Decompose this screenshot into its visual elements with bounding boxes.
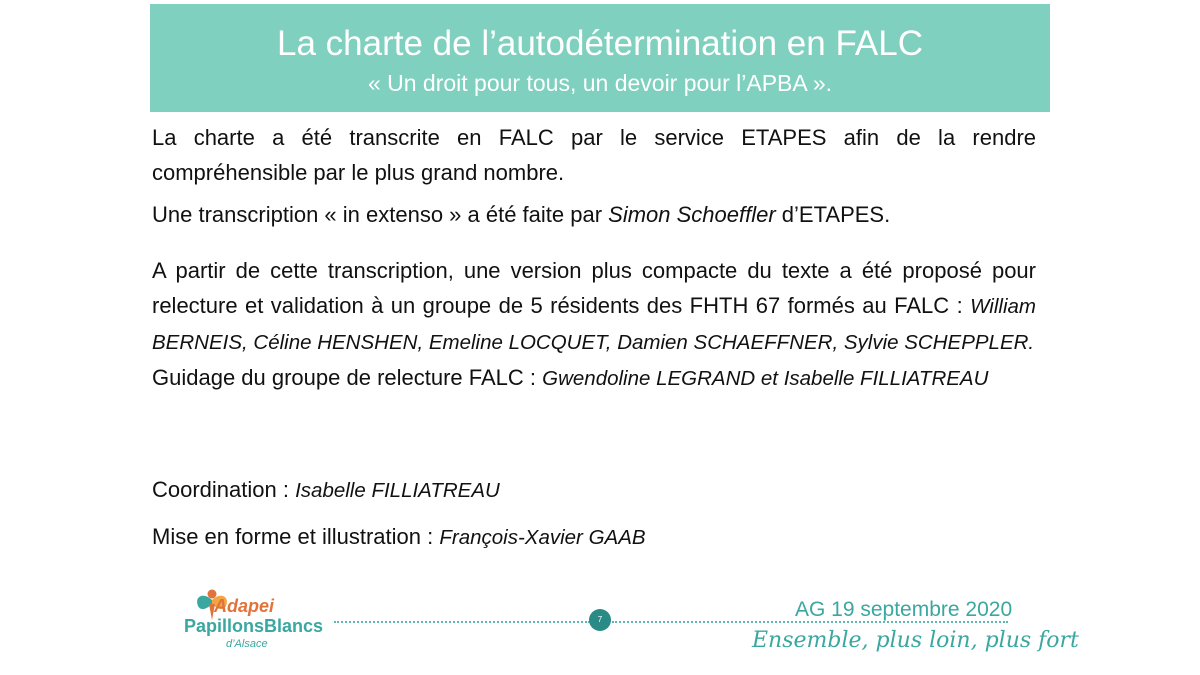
paragraph-3 [152, 253, 1036, 360]
slogan: Ensemble, plus loin, plus fort [752, 628, 1079, 653]
footer-dotted-line-left [334, 621, 590, 623]
p2-after: d’ETAPES. [775, 202, 891, 227]
paragraph-compact-version [152, 253, 1036, 396]
paragraph-1: La charte a été transcrite en FALC par le service ETAPES afin de la rendre compréhensible par le plus grand nombre. [152, 125, 1036, 185]
p3-names: William BERNEIS, Céline HENSHEN, Emeline LOCQUET, Damien SCHAEFFNER, Sylvie SCHEPPLER. [152, 295, 1036, 354]
page-title: La charte de l’autodétermination en FALC [277, 24, 923, 63]
paragraph-2 [152, 197, 1036, 232]
p2-name: Simon Schoeffler [608, 202, 776, 227]
p4-names: Gwendoline LEGRAND et Isabelle FILLIATREAU [542, 367, 989, 390]
logo-line-2: PapillonsBlancs [184, 616, 324, 636]
p4-label: Guidage du groupe de relecture FALC : [152, 365, 543, 390]
p6-label: Mise en forme et illustration : [152, 524, 440, 549]
paragraph-6 [152, 519, 1036, 555]
event-date: AG 19 septembre 2020 [795, 598, 1013, 621]
p5-name: Isabelle FILLIATREAU [295, 479, 500, 502]
paragraph-layout-illustration [152, 519, 1036, 555]
page-number: 7 [589, 609, 611, 631]
paragraph-falc-transcription [152, 120, 1036, 190]
p2-before: Une transcription « in extenso » a été faite par [152, 202, 609, 227]
paragraph-5 [152, 472, 1036, 508]
adapei-logo [184, 588, 324, 658]
p6-name: François-Xavier GAAB [439, 526, 646, 549]
logo-line-1: Adapei [214, 596, 275, 616]
p3-text: A partir de cette transcription, une version plus compacte du texte a été proposé pour relecture et validation à un groupe de 5 résidents des FHTH 67 formés au FALC : [152, 258, 1036, 318]
paragraph-in-extenso [152, 197, 1036, 232]
paragraph-coordination [152, 472, 1036, 508]
logo-line-3: d’Alsace [226, 638, 268, 650]
paragraph-4 [152, 360, 1036, 396]
title-banner [150, 4, 1050, 112]
page-subtitle: « Un droit pour tous, un devoir pour l’APBA ». [367, 70, 833, 96]
p5-label: Coordination : [152, 477, 296, 502]
